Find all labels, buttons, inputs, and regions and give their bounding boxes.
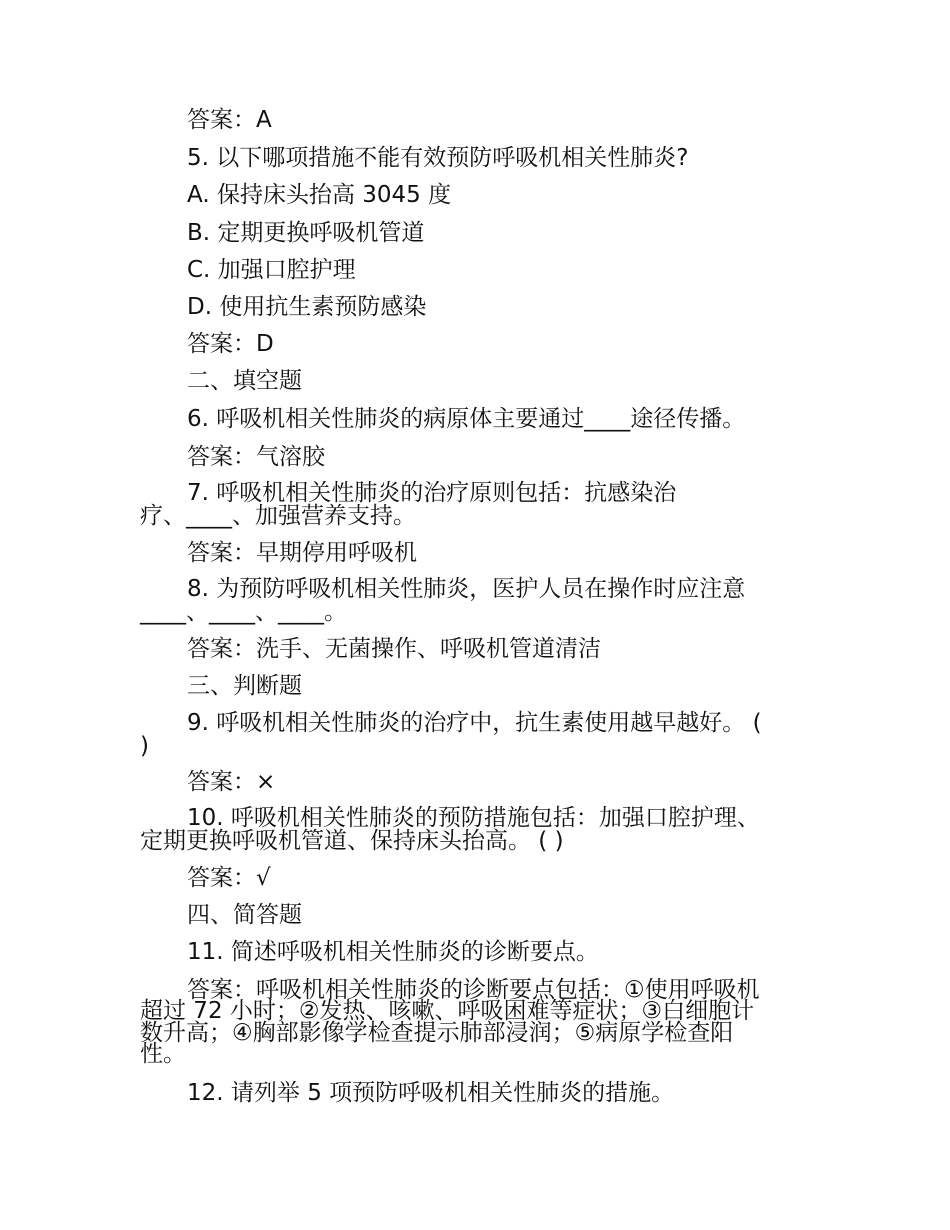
question-8-line-1: 8. 为预防呼吸机相关性肺炎，医护人员在操作时应注意	[187, 576, 746, 602]
answer-11-line-4: 性。	[140, 1041, 186, 1067]
answer-11-line-1: 答案：呼吸机相关性肺炎的诊断要点包括：①使用呼吸机	[187, 977, 760, 1003]
question-10-line-2: 定期更换呼吸机管道、保持床头抬高。 ( )	[140, 828, 564, 854]
answer-4: 答案：A	[187, 107, 272, 133]
question-7-line-1: 7. 呼吸机相关性肺炎的治疗原则包括：抗感染治	[187, 480, 677, 506]
question-7-line-2: 疗、____、加强营养支持。	[140, 503, 416, 529]
answer-11-line-3: 数升高；④胸部影像学检查提示肺部浸润；⑤病原学检查阳	[140, 1020, 734, 1046]
question-8-line-2: ____、____、____。	[140, 599, 347, 625]
question-10-line-1: 10. 呼吸机相关性肺炎的预防措施包括：加强口腔护理、	[187, 805, 760, 831]
answer-8: 答案：洗手、无菌操作、呼吸机管道清洁	[187, 636, 601, 662]
question-9-line-2: )	[140, 733, 149, 759]
section-heading-true-false: 三、判断题	[187, 673, 302, 699]
question-6: 6. 呼吸机相关性肺炎的病原体主要通过____途径传播。	[187, 406, 746, 432]
answer-7: 答案：早期停用呼吸机	[187, 540, 417, 566]
answer-11-line-2: 超过 72 小时；②发热、咳嗽、呼吸困难等症状；③白细胞计	[140, 998, 755, 1024]
question-5: 5. 以下哪项措施不能有效预防呼吸机相关性肺炎?	[187, 145, 689, 171]
answer-10: 答案：√	[187, 865, 271, 891]
question-12: 12. 请列举 5 项预防呼吸机相关性肺炎的措施。	[187, 1080, 675, 1106]
question-5-option-b: B. 定期更换呼吸机管道	[187, 220, 425, 246]
answer-6: 答案：气溶胶	[187, 444, 325, 470]
question-9-line-1: 9. 呼吸机相关性肺炎的治疗中，抗生素使用越早越好。 (	[187, 710, 762, 736]
question-11: 11. 简述呼吸机相关性肺炎的诊断要点。	[187, 939, 599, 965]
section-heading-fill-in: 二、填空题	[187, 368, 302, 394]
question-5-option-c: C. 加强口腔护理	[187, 257, 356, 283]
answer-9: 答案：×	[187, 769, 276, 795]
section-heading-short-answer: 四、简答题	[187, 902, 302, 928]
question-5-option-d: D. 使用抗生素预防感染	[187, 294, 427, 320]
answer-5: 答案：D	[187, 331, 274, 357]
question-5-option-a: A. 保持床头抬高 3045 度	[187, 182, 452, 208]
